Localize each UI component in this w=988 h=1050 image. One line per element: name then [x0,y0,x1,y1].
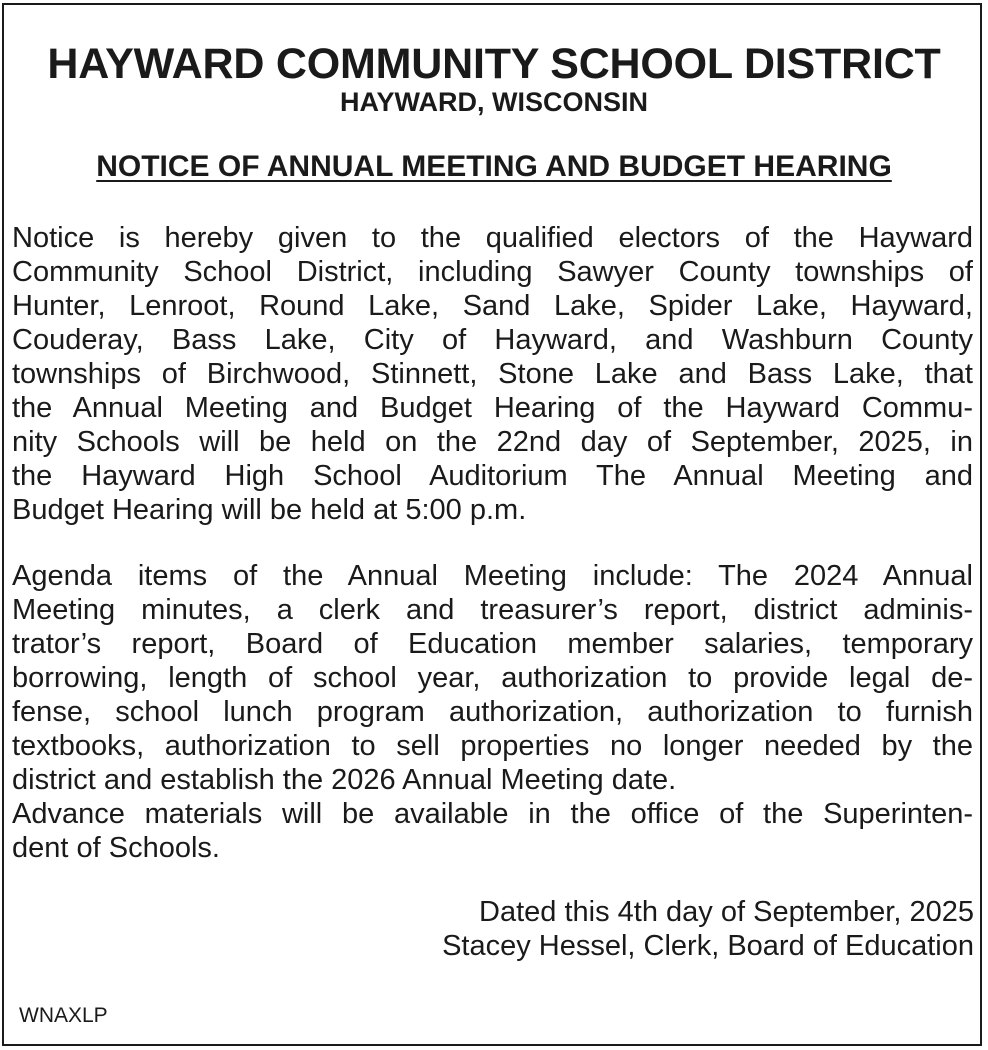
dated-line: Dated this 4th day of September, 2025 [479,896,974,928]
signer-line: Stacey Hessel, Clerk, Board of Education [442,930,974,962]
paragraph-line: Advance materials will be available in the office of the Superinten- [12,798,973,830]
agenda-paragraph [12,559,973,865]
paragraph-line: Couderay, Bass Lake, City of Hayward, and Washburn County [12,324,973,356]
paragraph-line: borrowing, length of school year, authorization to provide legal de- [12,662,973,694]
paragraph-line: Budget Hearing will be held at 5:00 p.m. [12,494,527,526]
paragraph-line: trator’s report, Board of Education member salaries, temporary [12,628,973,660]
paragraph-line: nity Schools will be held on the 22nd day of September, 2025, in [12,426,973,458]
paragraph-line: textbooks, authorization to sell properties no longer needed by the [12,730,973,762]
district-location: HAYWARD, WISCONSIN [339,87,649,117]
district-title: HAYWARD COMMUNITY SCHOOL DISTRICT [47,40,941,88]
paragraph-line: Hunter, Lenroot, Round Lake, Sand Lake, Spider Lake, Hayward, [12,290,973,322]
publication-code: WNAXLP [19,1004,108,1027]
paragraph-line: Meeting minutes, a clerk and treasurer’s report, district adminis- [12,594,973,626]
paragraph-line: fense, school lunch program authorization, authorization to furnish [12,696,973,728]
paragraph-line: district and establish the 2026 Annual Meeting date. [12,764,677,796]
signature-block [442,895,974,963]
paragraph-line: Notice is hereby given to the qualified electors of the Hayward [12,222,973,254]
paragraph-line: townships of Birchwood, Stinnett, Stone Lake and Bass Lake, that [12,358,973,390]
notice-heading: NOTICE OF ANNUAL MEETING AND BUDGET HEARING [96,150,892,183]
paragraph-line: dent of Schools. [12,832,220,864]
paragraph-line: Agenda items of the Annual Meeting include: The 2024 Annual [12,560,973,592]
paragraph-line: the Annual Meeting and Budget Hearing of the Hayward Commu- [12,392,973,424]
paragraph-line: the Hayward High School Auditorium The Annual Meeting and [12,460,973,492]
notice-paragraph [12,221,973,527]
paragraph-line: Community School District, including Sawyer County townships of [12,256,973,288]
